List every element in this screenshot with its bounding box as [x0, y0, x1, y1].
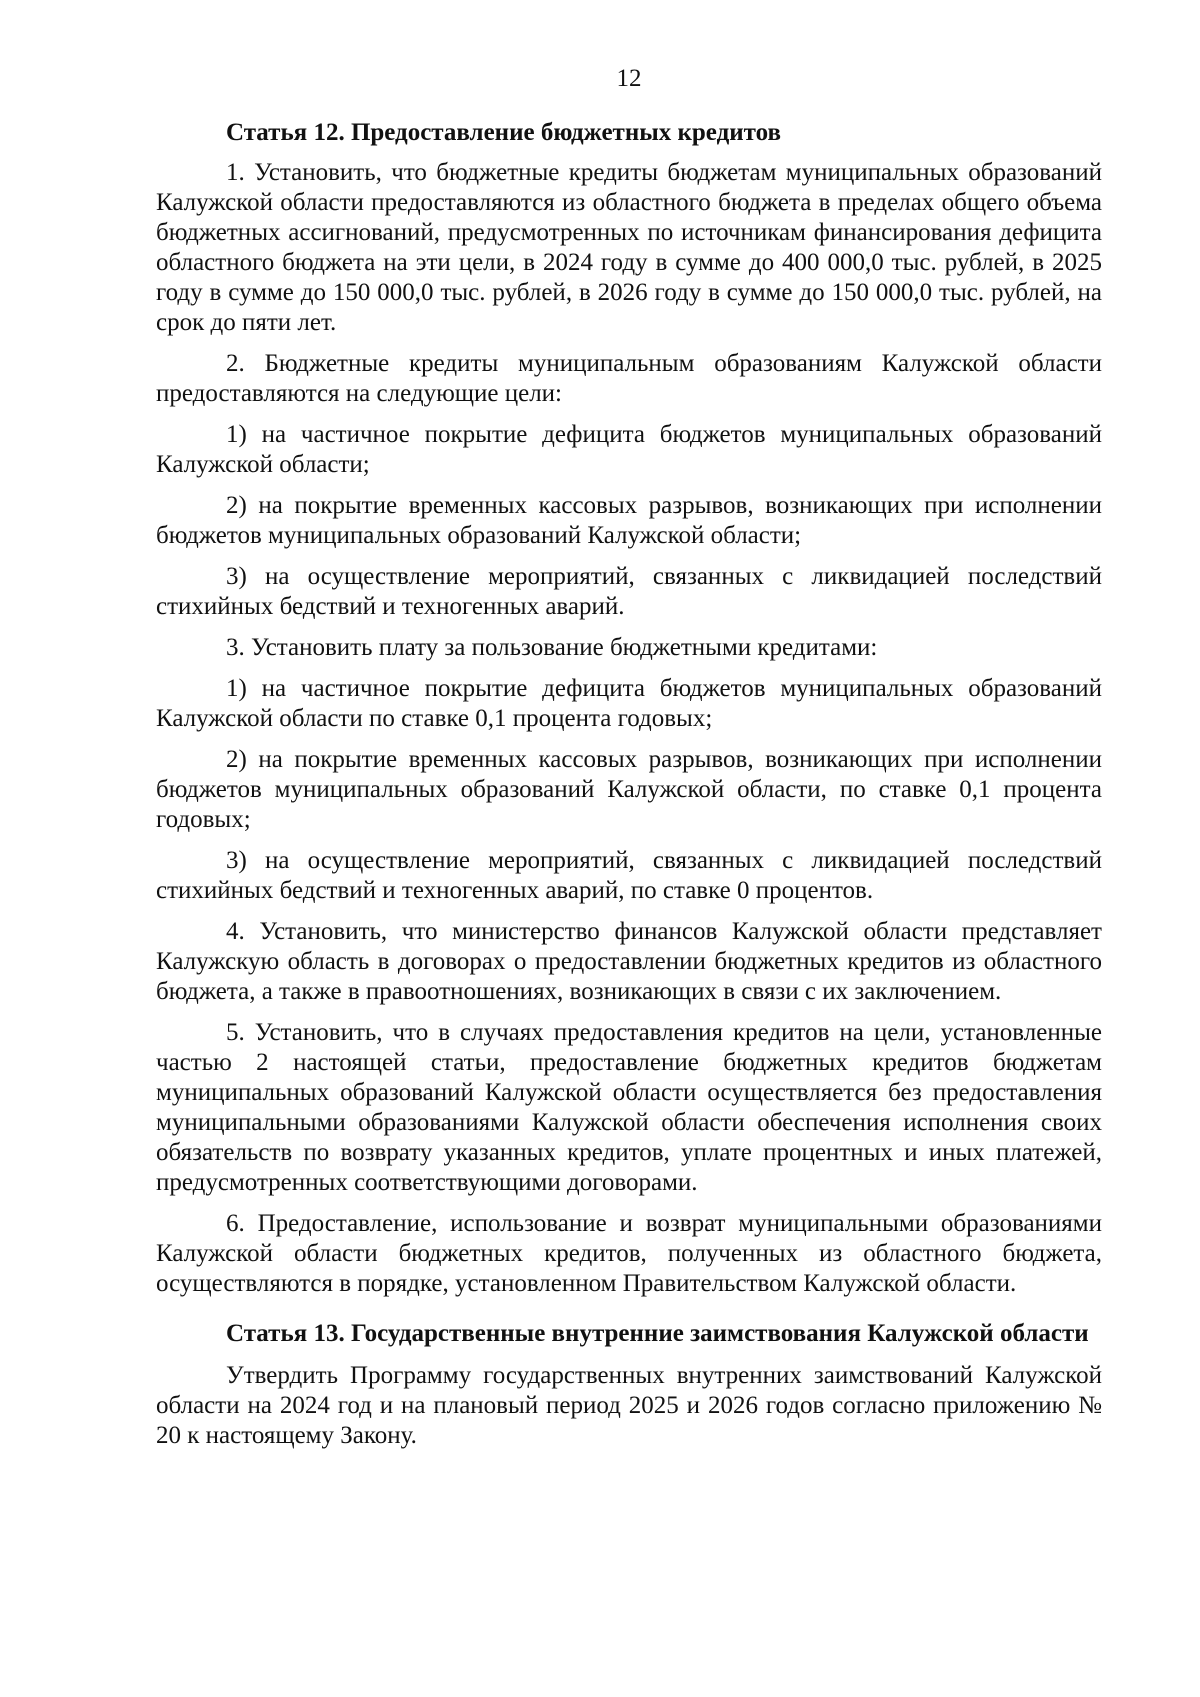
article-13-title: Статья 13. Государственные внутренние заимствования Калужской области [226, 1320, 1089, 1347]
article-12-paragraph-3-item-3: 3) на осуществление мероприятий, связанных с ликвидацией последствий стихийных бедствий и техногенных аварий, по ставке 0 процентов. [156, 847, 1102, 904]
page-number: 12 [616, 65, 642, 92]
article-13-paragraph-1: Утвердить Программу государственных внутренних заимствований Калужской области на 2024 год и на плановый период 2025 и 2026 годов согласно приложению № 20 к настоящему Закону. [156, 1362, 1102, 1449]
article-12-paragraph-2-item-1: 1) на частичное покрытие дефицита бюджетов муниципальных образований Калужской области; [156, 421, 1102, 478]
article-12-paragraph-2-item-2: 2) на покрытие временных кассовых разрывов, возникающих при исполнении бюджетов муниципальных образований Калужской области; [156, 492, 1102, 549]
article-12-paragraph-4: 4. Установить, что министерство финансов Калужской области представляет Калужскую область в договорах о предоставлении бюджетных кредитов из областного бюджета, а также в правоотношениях, возникающих в связи с их заключением. [156, 918, 1102, 1005]
article-12-paragraph-3: 3. Установить плату за пользование бюджетными кредитами: [226, 634, 878, 661]
article-12-paragraph-6: 6. Предоставление, использование и возврат муниципальными образованиями Калужской области бюджетных кредитов, полученных из областного бюджета, осуществляются в порядке, установленном Правительством Калужской области. [156, 1210, 1102, 1297]
article-12-paragraph-3-item-1: 1) на частичное покрытие дефицита бюджетов муниципальных образований Калужской области по ставке 0,1 процента годовых; [156, 675, 1102, 732]
article-12-paragraph-3-item-2: 2) на покрытие временных кассовых разрывов, возникающих при исполнении бюджетов муниципальных образований Калужской области, по ставке 0,1 процента годовых; [156, 746, 1102, 833]
article-12-paragraph-2-item-3: 3) на осуществление мероприятий, связанных с ликвидацией последствий стихийных бедствий и техногенных аварий. [156, 563, 1102, 620]
article-12-paragraph-1: 1. Установить, что бюджетные кредиты бюджетам муниципальных образований Калужской области предоставляются из областного бюджета в пределах общего объема бюджетных ассигнований, предусмотренных по источникам финансирования дефицита областного бюджета на эти цели, в 2024 году в сумме до 400 000,0 тыс. рублей, в 2025 году в сумме до 150 000,0 тыс. рублей, в 2026 году в сумме до 150 000,0 тыс. рублей, на срок до пяти лет. [156, 159, 1102, 336]
document-page [156, 56, 1102, 1462]
article-12-paragraph-2: 2. Бюджетные кредиты муниципальным образованиям Калужской области предоставляются на следующие цели: [156, 350, 1102, 407]
article-12-title: Статья 12. Предоставление бюджетных кредитов [226, 119, 781, 146]
article-12-paragraph-5: 5. Установить, что в случаях предоставления кредитов на цели, установленные частью 2 настоящей статьи, предоставление бюджетных кредитов бюджетам муниципальных образований Калужской области осуществляется без предоставления муниципальными образованиями Калужской области обеспечения исполнения своих обязательств по возврату указанных кредитов, уплате процентных и иных платежей, предусмотренных соответствующими договорами. [156, 1019, 1102, 1196]
